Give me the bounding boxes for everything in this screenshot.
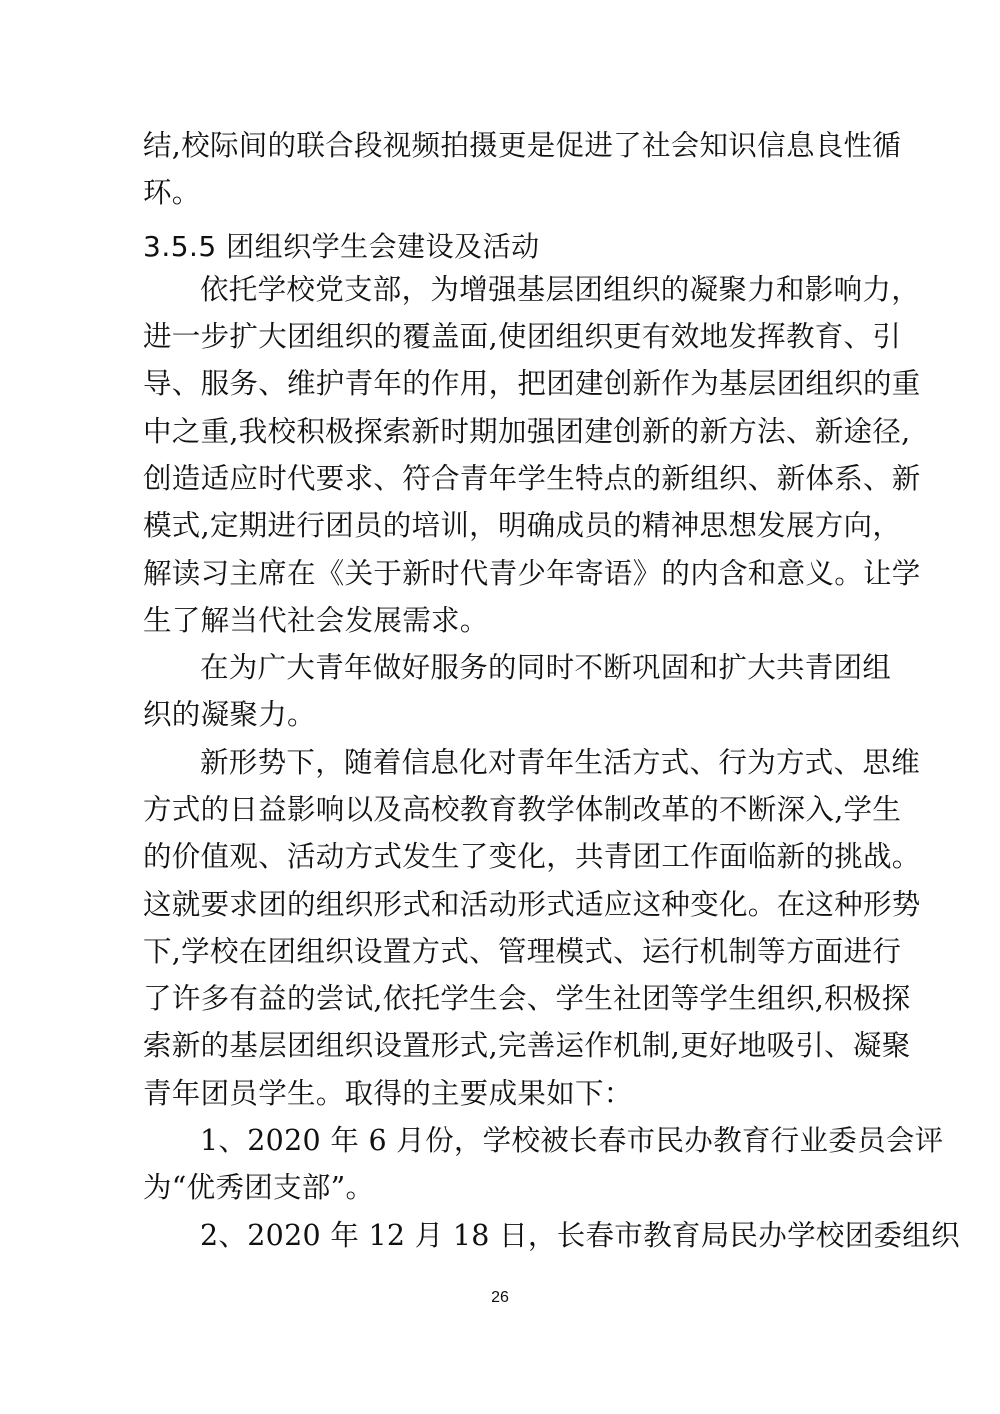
- paragraph-line: 进一步扩大团组织的覆盖面,使团组织更有效地发挥教育、引: [143, 320, 902, 353]
- paragraph-line: 织的凝聚力。: [143, 698, 316, 731]
- paragraph-line: 生了解当代社会发展需求。: [143, 604, 489, 637]
- paragraph-line: 青年团员学生。取得的主要成果如下：: [143, 1077, 633, 1110]
- section-heading: 3.5.5 团组织学生会建设及活动: [143, 230, 540, 263]
- paragraph-line: 结,校际间的联合段视频拍摄更是促进了社会知识信息良性循: [143, 129, 902, 162]
- paragraph-line: 下,学校在团组织设置方式、管理模式、运行机制等方面进行: [143, 935, 902, 968]
- paragraph-line: 依托学校党支部，为增强基层团组织的凝聚力和影响力，: [200, 273, 921, 306]
- paragraph-line: 方式的日益影响以及高校教育教学体制改革的不断深入,学生: [143, 793, 902, 826]
- paragraph-line: 环。: [143, 176, 201, 209]
- list-item-line: 1、2020 年 6 月份，学校被长春市民办教育行业委员会评: [200, 1124, 944, 1157]
- list-item-line: 2、2020 年 12 月 18 日，长春市教育局民办学校团委组织: [200, 1219, 960, 1252]
- paragraph-line: 的价值观、活动方式发生了变化，共青团工作面临新的挑战。: [143, 840, 921, 873]
- paragraph-line: 解读习主席在《关于新时代青少年寄语》的内含和意义。让学: [143, 557, 921, 590]
- paragraph-line: 导、服务、维护青年的作用，把团建创新作为基层团组织的重: [143, 367, 921, 400]
- paragraph-line: 索新的基层团组织设置形式,完善运作机制,更好地吸引、凝聚: [143, 1029, 911, 1062]
- paragraph-line: 中之重,我校积极探索新时期加强团建创新的新方法、新途径,: [143, 415, 911, 448]
- list-item-line: 为“优秀团支部”。: [143, 1171, 375, 1204]
- paragraph-line: 在为广大青年做好服务的同时不断巩固和扩大共青团组: [200, 651, 892, 684]
- paragraph-line: 这就要求团的组织形式和活动形式适应这种变化。在这种形势: [143, 888, 921, 921]
- paragraph-line: 了许多有益的尝试,依托学生会、学生社团等学生组织,积极探: [143, 982, 911, 1015]
- page-number: 26: [491, 1289, 509, 1306]
- paragraph-line: 新形势下，随着信息化对青年生活方式、行为方式、思维: [200, 746, 921, 779]
- paragraph-line: 创造适应时代要求、符合青年学生特点的新组织、新体系、新: [143, 462, 921, 495]
- paragraph-line: 模式,定期进行团员的培训，明确成员的精神思想发展方向，: [143, 509, 902, 542]
